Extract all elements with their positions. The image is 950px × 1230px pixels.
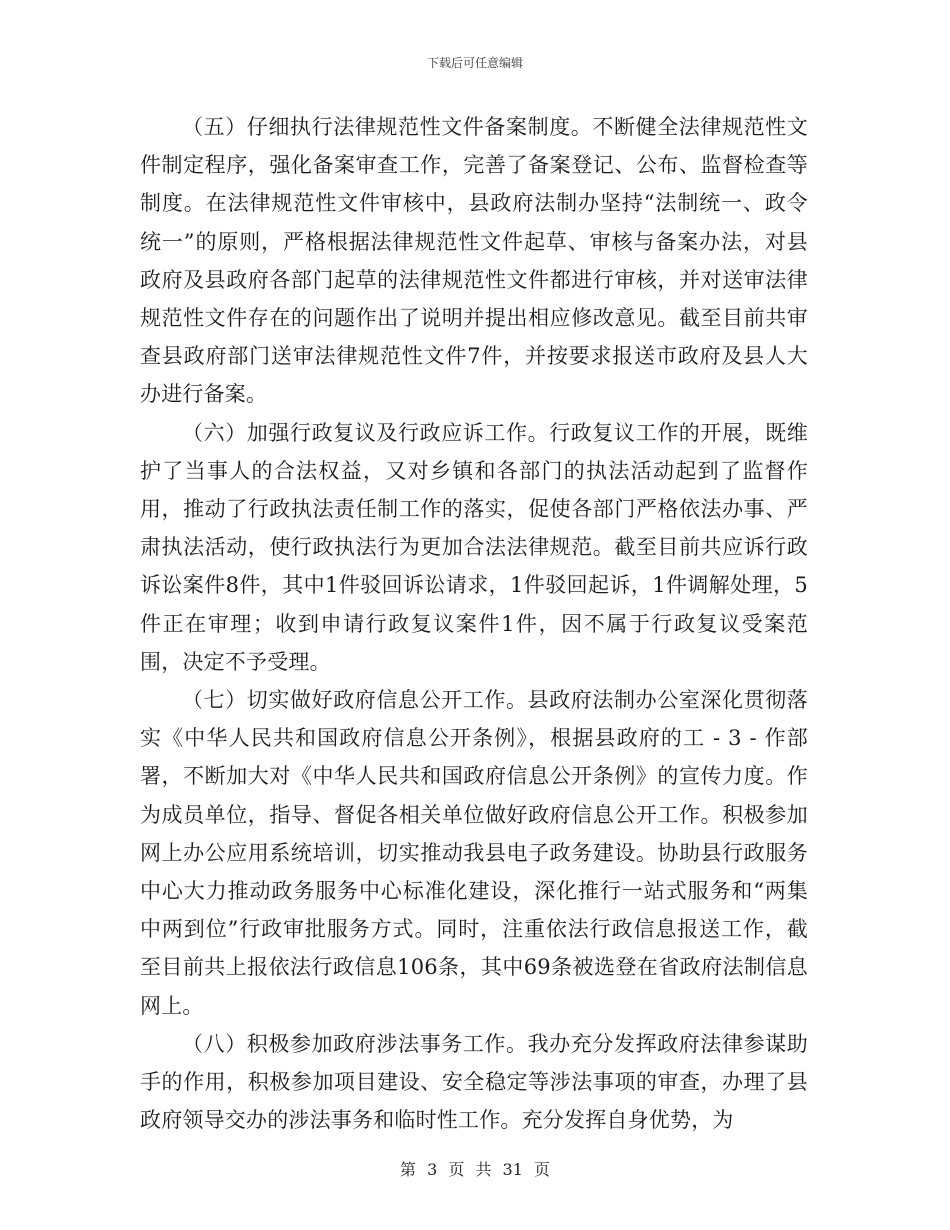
paragraph-7: （七）切实做好政府信息公开工作。县政府法制办公室深化贯彻落实《中华人民共和国政府信息公开条例》，根据县政府的工 - 3 - 作部署，不断加大对《中华人民共和国政府信息公开条例》的宣传力度。作为成员单位，指导、督促各相关单位做好政府信息公开工作。积极参加网上办公应用系统培训，切实推动我县电子政务建设。协助县行政服务中心大力推动政务服务中心标准化建设，深化推行一站式服务和“两集中两到位”行政审批服务方式。同时，注重依法行政信息报送工作，截至目前共上报依法行政信息106条，其中69条被选登在省政府法制信息网上。	[140, 688, 808, 1018]
paragraph-8: （八）积极参加政府涉法事务工作。我办充分发挥政府法律参谋助手的作用，积极参加项目建设、安全稳定等涉法事项的审查，办理了县政府领导交办的涉法事务和临时性工作。充分发挥自身优势，为	[140, 1031, 808, 1133]
paragraph-5: （五）仔细执行法律规范性文件备案制度。不断健全法律规范性文件制定程序，强化备案审查工作，完善了备案登记、公布、监督检查等制度。在法律规范性文件审核中，县政府法制办坚持“法制统一、政令统一”的原则，严格根据法律规范性文件起草、审核与备案办法，对县政府及县政府各部门起草的法律规范性文件都进行审核，并对送审法律规范性文件存在的问题作出了说明并提出相应修改意见。截至目前共审查县政府部门送审法律规范性文件7件，并按要求报送市政府及县人大办进行备案。	[140, 115, 808, 407]
header-note: 下载后可任意编辑	[426, 56, 523, 70]
page-number-footer: 第 3 页 共 31 页	[400, 1160, 550, 1179]
paragraph-6: （六）加强行政复议及行政应诉工作。行政复议工作的开展，既维护了当事人的合法权益，又对乡镇和各部门的执法活动起到了监督作用，推动了行政执法责任制工作的落实，促使各部门严格依法办事、严肃执法活动，使行政执法行为更加合法法律规范。截至目前共应诉行政诉讼案件8件，其中1件驳回诉讼请求，1件驳回起诉，1件调解处理，5件正在审理；收到申请行政复议案件1件，因不属于行政复议受案范围，决定不予受理。	[140, 420, 808, 674]
document-body	[140, 108, 808, 1139]
